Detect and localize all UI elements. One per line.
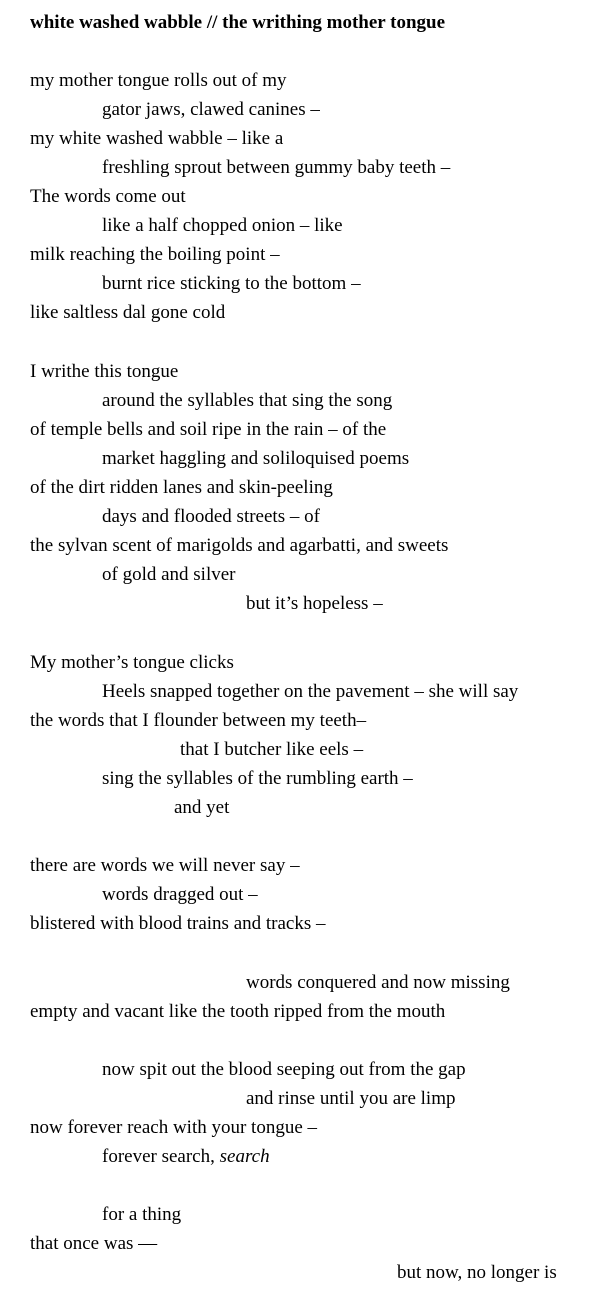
poem-line: but now, no longer is [397, 1262, 557, 1283]
poem-line: of gold and silver [102, 564, 236, 585]
poem-line: the words that I flounder between my teeth– [30, 710, 367, 731]
poem-line-emphasis: search [219, 1146, 270, 1167]
poem-line: My mother’s tongue clicks [30, 652, 234, 673]
poem-line: like saltless dal gone cold [30, 302, 226, 323]
poem-line: and rinse until you are limp [246, 1088, 456, 1109]
poem-line: but it’s hopeless – [246, 593, 383, 614]
poem-line-text: forever search, [102, 1146, 220, 1167]
poem-line: that once was — [30, 1233, 158, 1254]
poem-line: now forever reach with your tongue – [30, 1117, 318, 1138]
poem-line: for a thing [102, 1204, 182, 1225]
poem-line: words conquered and now missing [246, 972, 510, 993]
poem-line: and yet [174, 797, 230, 818]
poem-line: sing the syllables of the rumbling earth – [102, 768, 413, 789]
poem-line: burnt rice sticking to the bottom – [102, 273, 361, 294]
poem-line: The words come out [30, 186, 186, 207]
poem-line: of the dirt ridden lanes and skin-peeling [30, 477, 333, 498]
poem-line: now spit out the blood seeping out from the gap [102, 1059, 466, 1080]
poem-line: blistered with blood trains and tracks – [30, 913, 326, 934]
poem-line: market haggling and soliloquised poems [102, 448, 410, 469]
poem-line: my white washed wabble – like a [30, 128, 284, 149]
poem-line: freshling sprout between gummy baby teeth – [102, 157, 451, 178]
poem-line [102, 1145, 270, 1169]
poem-line: empty and vacant like the tooth ripped from the mouth [30, 1001, 446, 1022]
poem-line: I writhe this tongue [30, 361, 179, 382]
poem-line: days and flooded streets – of [102, 506, 320, 527]
poem-line: of temple bells and soil ripe in the rain – of the [30, 419, 387, 440]
poem-line: there are words we will never say – [30, 855, 300, 876]
poem-title: white washed wabble // the writhing mother tongue [30, 12, 446, 33]
poem-line: my mother tongue rolls out of my [30, 70, 287, 91]
poem-line: Heels snapped together on the pavement – she will say [102, 681, 519, 702]
poem-line: like a half chopped onion – like [102, 215, 343, 236]
poem-line: milk reaching the boiling point – [30, 244, 280, 265]
poem-line: around the syllables that sing the song [102, 390, 393, 411]
poem-line: words dragged out – [102, 884, 258, 905]
poem-line: that I butcher like eels – [180, 739, 364, 760]
poem-line: gator jaws, clawed canines – [102, 99, 320, 120]
poem-line: the sylvan scent of marigolds and agarbatti, and sweets [30, 535, 449, 556]
